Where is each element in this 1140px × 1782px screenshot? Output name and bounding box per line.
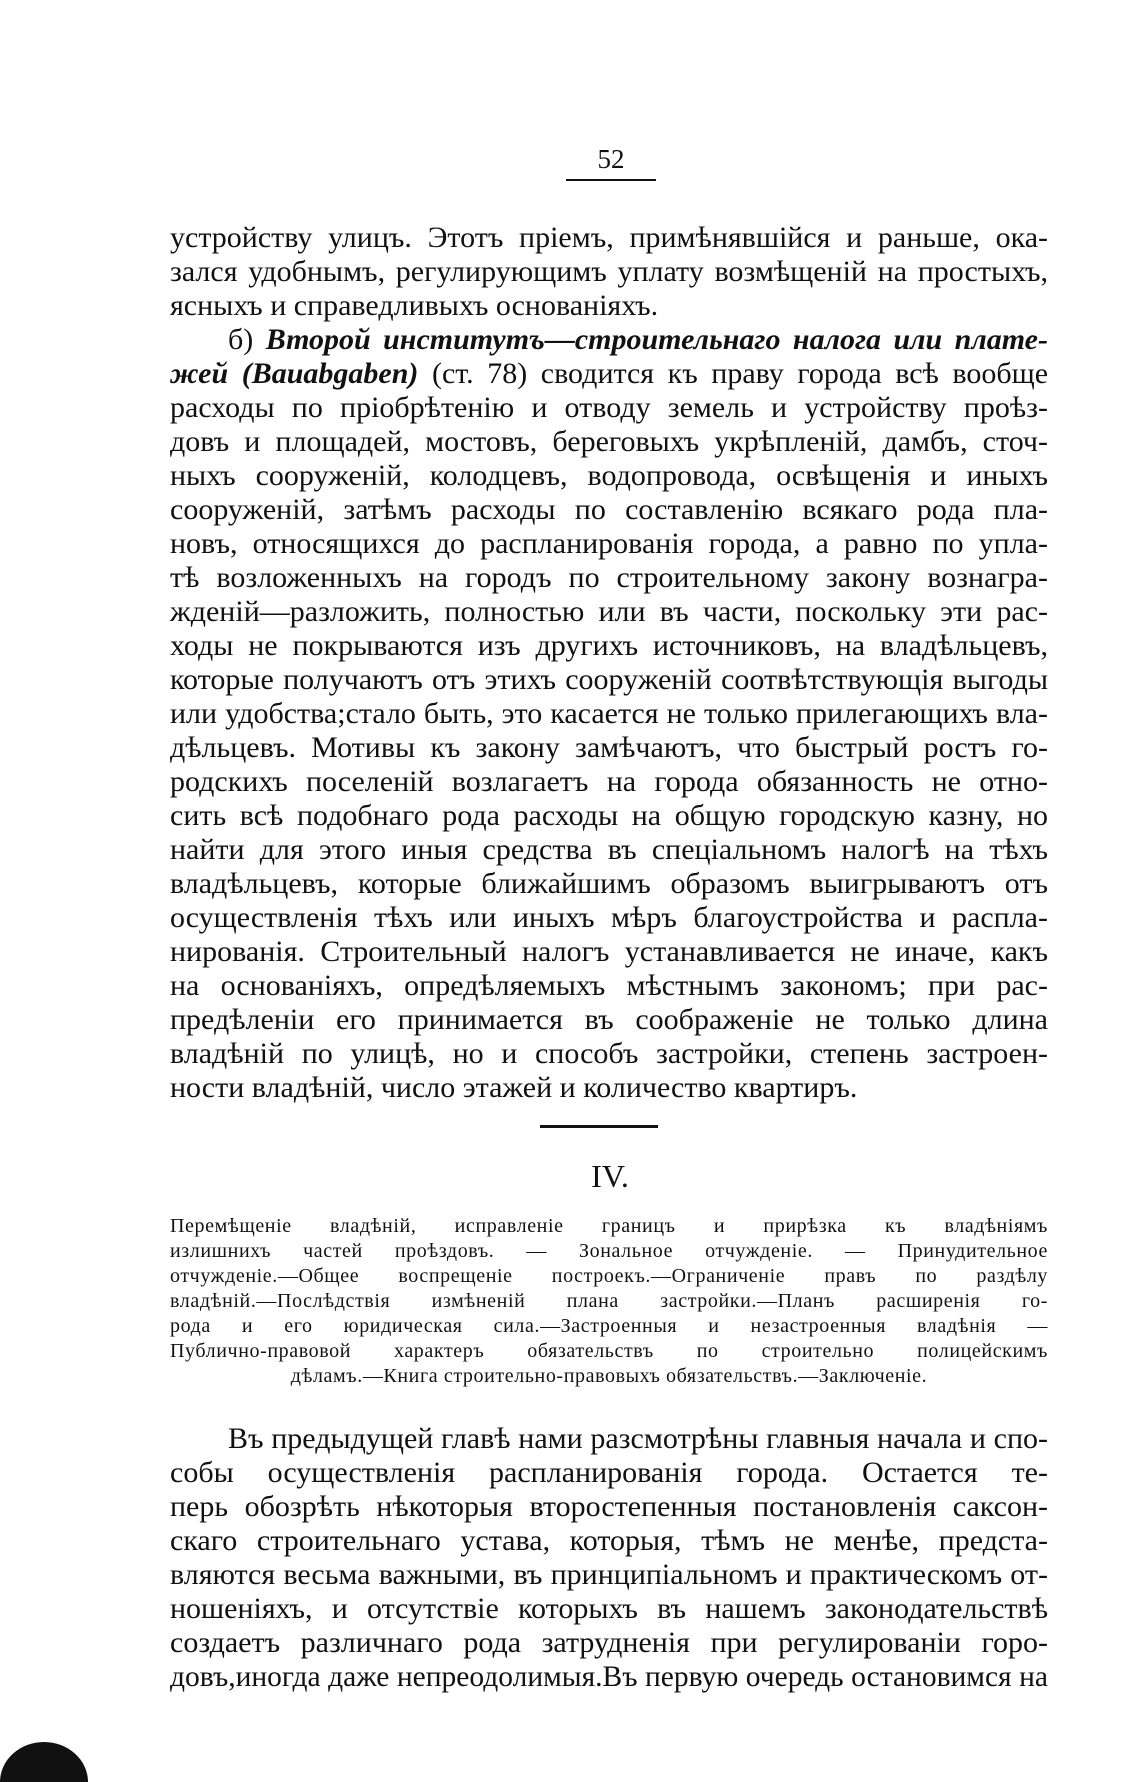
text-line: сооруженій, затѣмъ расходы по составленію всякаго рода пла- [170, 493, 1048, 526]
page-number: 52 [566, 146, 656, 181]
text-line: скаго строительнаго устава, которыя, тѣмъ не менѣе, предста- [170, 1524, 1048, 1557]
text-line: вляются весьма важными, въ принципіальномъ и практическомъ от- [170, 1558, 1048, 1591]
section-divider [540, 1125, 658, 1128]
text-line: найти для этого иныя средства въ спеціальномъ налогѣ на тѣхъ [170, 833, 1048, 866]
text-line: которые получаютъ отъ этихъ сооруженій соотвѣтствующія выгоды [170, 663, 1048, 696]
ink-blot [0, 1742, 88, 1782]
text-line: создаетъ различнаго рода затрудненія при регулированіи горо- [170, 1626, 1048, 1659]
text-line: ходы не покрываются изъ другихъ источниковъ, на владѣльцевъ, [170, 629, 1048, 662]
summary-line: излишнихъ частей проѣздовъ. — Зональное отчужденіе. — Принудительное [170, 1240, 1048, 1262]
text-line: собы осуществленія распланированія города. Остается те- [170, 1456, 1048, 1489]
text-line: осуществленія тѣхъ или иныхъ мѣръ благоустройства и распла- [170, 901, 1048, 934]
text-line: ности владѣній, число этажей и количество квартиръ. [170, 1071, 858, 1104]
italic-term: жей (Bauabgaben) [170, 357, 419, 390]
italic-heading: Второй институтъ—строительнаго налога или плате- [265, 323, 1048, 356]
text-line: владѣній по улицѣ, но и способъ застройки, степень застроен- [170, 1037, 1048, 1070]
chapter-heading: IV. [591, 1158, 629, 1194]
summary-line: отчужденіе.—Общее воспрещеніе построекъ.—Ограниченіе правъ по раздѣлу [170, 1265, 1048, 1287]
text-line: на основаніяхъ, опредѣляемыхъ мѣстнымъ закономъ; при рас- [170, 969, 1048, 1002]
list-marker: б) [228, 323, 266, 356]
text-line: предѣленіи его принимается въ соображеніе не только длина [170, 1003, 1048, 1036]
text-line: зался удобнымъ, регулирующимъ уплату возмѣщеній на простыхъ, [170, 255, 1048, 288]
text-fragment: (ст. 78) сводится къ праву города всѣ вообще [418, 357, 1049, 390]
text-line: новъ, относящихся до распланированія города, а равно по упла- [170, 527, 1048, 560]
text-line: ношеніяхъ, и отсутствіе которыхъ въ нашемъ законодательствѣ [170, 1592, 1048, 1625]
text-line: нированія. Строительный налогъ устанавливается не иначе, какъ [170, 935, 1048, 968]
summary-line: владѣній.—Послѣдствія измѣненій плана застройки.—Планъ расширенія го- [170, 1290, 1048, 1312]
text-line: перь обозрѣть нѣкоторыя второстепенныя постановленія саксон- [170, 1490, 1048, 1523]
text-line: устройству улицъ. Этотъ пріемъ, примѣнявшійся и раньше, ока- [170, 221, 1048, 254]
text-line: довъ и площадей, мостовъ, береговыхъ укрѣпленій, дамбъ, сточ- [170, 425, 1048, 458]
text-line: тѣ возложенныхъ на городъ по строительному закону вознагра- [170, 561, 1048, 594]
text-line: довъ,иногда даже непреодолимыя.Въ первую очередь остановимся на [170, 1661, 1048, 1693]
text-line [170, 358, 1048, 390]
summary-line: Перемѣщеніе владѣній, исправленіе границъ и прирѣзка къ владѣніямъ [170, 1215, 1048, 1237]
summary-line: дѣламъ.—Книга строительно-правовыхъ обязательствъ.—Заключеніе. [290, 1365, 928, 1387]
text-line: ясныхъ и справедливыхъ основаніяхъ. [170, 289, 659, 322]
text-line: расходы по пріобрѣтенію и отводу земель и устройству проѣз- [170, 391, 1048, 424]
text-line [170, 324, 1048, 356]
text-line: сить всѣ подобнаго рода расходы на общую городскую казну, но [170, 799, 1048, 832]
text-line: ныхъ сооруженій, колодцевъ, водопровода, освѣщенія и иныхъ [170, 459, 1048, 492]
text-line: жденій—разложить, полностью или въ части, поскольку эти рас- [170, 595, 1048, 628]
text-line: родскихъ поселеній возлагаетъ на города обязанность не отно- [170, 765, 1048, 798]
text-line: или удобства;стало быть, это касается не только прилегающихъ вла- [170, 697, 1048, 730]
text-line: владѣльцевъ, которые ближайшимъ образомъ выигрываютъ отъ [170, 867, 1048, 900]
text-line: Въ предыдущей главѣ нами разсмотрѣны главныя начала и спо- [228, 1422, 1048, 1455]
text-line: дѣльцевъ. Мотивы къ закону замѣчаютъ, что быстрый ростъ го- [170, 731, 1048, 764]
summary-line: рода и его юридическая сила.—Застроенныя и незастроенныя владѣнія — [170, 1315, 1048, 1337]
summary-line: Публично-правовой характеръ обязательствъ по строительно полицейскимъ [170, 1340, 1048, 1362]
